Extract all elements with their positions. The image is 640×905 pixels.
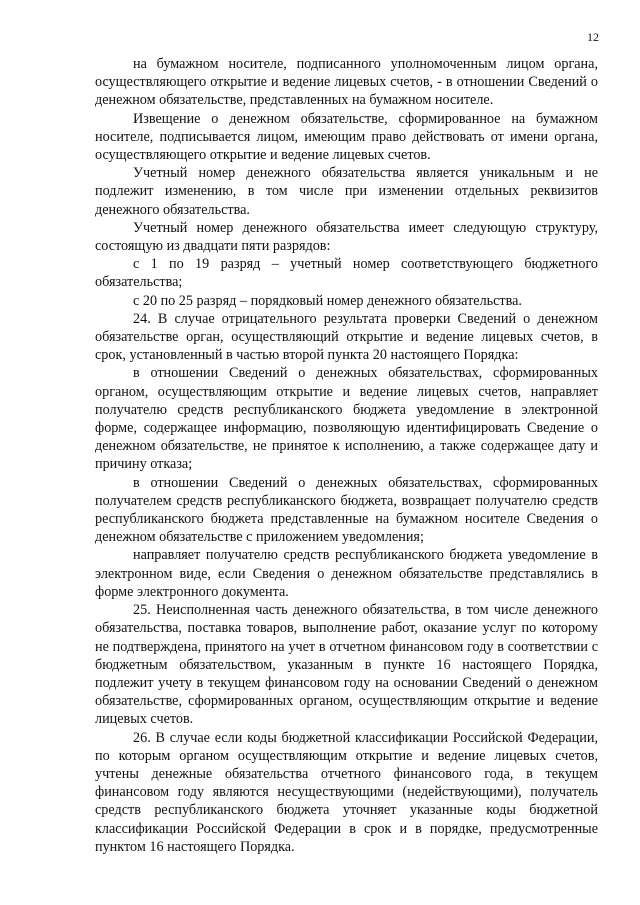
paragraph: 26. В случае если коды бюджетной классификации Российской Федерации, по которым органом осуществляющим открытие и ведение лицевых счетов, учтены денежные обязательства отчетного финансового года, в текущем финансовом году являются несуществующими (недействующими), получатель средств республиканского бюджета уточняет указанные коды бюджетной классификации Российской Федерации в срок и в порядке, предусмотренные пунктом 16 настоящего Порядка. — [95, 729, 598, 855]
paragraph: Учетный номер денежного обязательства является уникальным и не подлежит изменению, в том числе при изменении отдельных реквизитов денежного обязательства. — [95, 165, 598, 218]
paragraph: направляет получателю средств республиканского бюджета уведомление в электронном виде, если Сведения о денежном обязательстве представлялись в форме электронного документа. — [95, 547, 598, 600]
paragraph: Учетный номер денежного обязательства имеет следующую структуру, состоящую из двадцати пяти разрядов: — [95, 219, 598, 255]
document-body — [95, 55, 598, 856]
paragraph: на бумажном носителе, подписанного уполномоченным лицом органа, осуществляющего открытие и ведение лицевых счетов, - в отношении Сведений о денежном обязательстве, представленных на бумажном носителе. — [95, 56, 598, 109]
paragraph: с 1 по 19 разряд – учетный номер соответствующего бюджетного обязательства; — [95, 256, 598, 291]
paragraph: в отношении Сведений о денежных обязательствах, сформированных органом, осуществляющим открытие и ведение лицевых счетов, направляет получателю средств республиканского бюджета уведомление в электронной форме, содержащее информацию, позволяющую идентифицировать Сведение о денежном обязательстве, не принятое к исполнению, а также содержащее дату и причину отказа; — [95, 365, 598, 473]
paragraph: с 20 по 25 разряд – порядковый номер денежного обязательства. — [133, 292, 522, 309]
page-number: 12 — [587, 30, 599, 44]
paragraph: Извещение о денежном обязательстве, сформированное на бумажном носителе, подписывается лицом, имеющим право действовать от имени органа, осуществляющего открытие и ведение лицевых счетов. — [95, 110, 598, 164]
paragraph: 24. В случае отрицательного результата проверки Сведений о денежном обязательстве орган, осуществляющий открытие и ведение лицевых счетов, в срок, установленный в частью второй пункта 20 настоящего Порядка: — [95, 310, 598, 364]
paragraph: 25. Неисполненная часть денежного обязательства, в том числе денежного обязательства, поставка товаров, выполнение работ, оказание услуг по которому не подтверждена, принятого на учет в отчетном финансовом году в соответствии с бюджетным обязательством, указанным в пункте 16 настоящего Порядка, подлежит учету в текущем финансовом году на основании Сведений о денежном обязательстве, сформированных органом, осуществляющим открытие и ведение лицевых счетов. — [95, 602, 598, 728]
paragraph: в отношении Сведений о денежных обязательствах, сформированных получателем средств республиканского бюджета, возвращает получателю средств республиканского бюджета представленные на бумажном носителе Сведения о денежном обязательстве с приложением уведомления; — [95, 474, 598, 546]
